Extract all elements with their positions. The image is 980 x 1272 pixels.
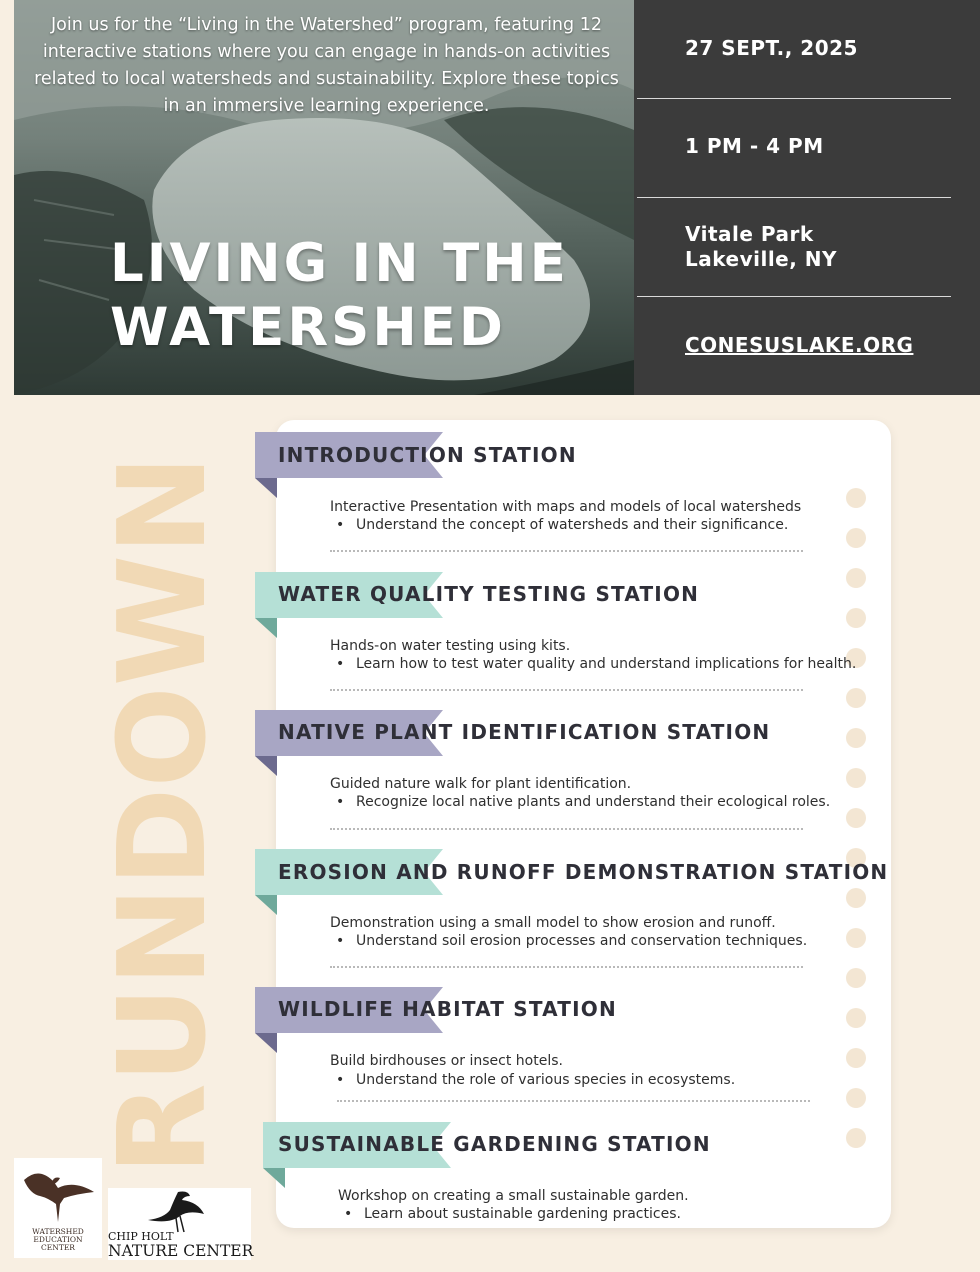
ribbon-fold — [255, 1033, 277, 1053]
watershed-logo-line-3: CENTER — [41, 1243, 75, 1252]
station-bullet: • Understand soil erosion processes and conservation techniques. — [336, 932, 807, 950]
title-line-1: LIVING IN THE — [110, 233, 569, 294]
title-line-2: WATERSHED — [110, 297, 506, 358]
ribbon-fold — [255, 618, 277, 638]
decorative-dot — [846, 688, 866, 708]
divider — [637, 98, 951, 99]
venue-line-1: Vitale Park — [685, 222, 814, 246]
dotted-separator — [330, 550, 803, 552]
chip-holt-logo-line-2: NATURE CENTER — [108, 1242, 254, 1260]
event-time: 1 PM - 4 PM — [685, 134, 824, 158]
watershed-education-center-logo — [14, 1158, 102, 1258]
station-bullet: • Understand the role of various species in ecosystems. — [336, 1071, 735, 1089]
station-title: INTRODUCTION STATION — [278, 443, 577, 467]
watershed-logo-line-2: EDUCATION — [33, 1235, 83, 1244]
decorative-dot — [846, 968, 866, 988]
venue-line-2: Lakeville, NY — [685, 247, 838, 271]
event-info-panel — [634, 0, 980, 395]
station-bullet: • Learn how to test water quality and understand implications for health. — [336, 655, 856, 673]
decorative-dot — [846, 1088, 866, 1108]
stations-card — [276, 420, 891, 1228]
dotted-separator — [337, 1100, 810, 1102]
decorative-dot — [846, 568, 866, 588]
divider — [637, 197, 951, 198]
station-title: WATER QUALITY TESTING STATION — [278, 582, 700, 606]
station-description: Build birdhouses or insect hotels. — [330, 1053, 563, 1069]
ribbon-fold — [263, 1168, 285, 1188]
decorative-dot — [846, 1048, 866, 1068]
decorative-dot — [846, 808, 866, 828]
website-link[interactable]: CONESUSLAKE.ORG — [685, 333, 914, 357]
ribbon-fold — [255, 478, 277, 498]
station-bullet: • Understand the concept of watersheds and their significance. — [336, 516, 788, 534]
station-description: Workshop on creating a small sustainable garden. — [338, 1188, 689, 1204]
heron-icon — [108, 1188, 251, 1232]
hero-banner — [14, 0, 634, 395]
page-title — [110, 232, 630, 360]
station-description: Guided nature walk for plant identification. — [330, 776, 632, 792]
station-title: NATIVE PLANT IDENTIFICATION STATION — [278, 720, 771, 744]
event-venue — [685, 222, 837, 272]
chip-holt-nature-center-logo — [108, 1188, 254, 1260]
station-bullet: • Recognize local native plants and understand their ecological roles. — [336, 793, 830, 811]
watershed-logo-line-1: WATERSHED — [32, 1227, 84, 1236]
station-title: EROSION AND RUNOFF DEMONSTRATION STATION — [278, 860, 889, 884]
ribbon-fold — [255, 895, 277, 915]
dotted-separator — [330, 689, 803, 691]
rundown-label — [94, 450, 233, 1180]
decorative-dot — [846, 888, 866, 908]
ribbon-fold — [255, 756, 277, 776]
divider — [637, 296, 951, 297]
decorative-dot — [846, 1128, 866, 1148]
station-description: Interactive Presentation with maps and models of local watersheds — [330, 499, 802, 515]
station-bullet: • Learn about sustainable gardening practices. — [344, 1205, 681, 1223]
rundown-text: RUNDOWN — [94, 450, 233, 1175]
station-title: WILDLIFE HABITAT STATION — [278, 997, 617, 1021]
event-date: 27 SEPT., 2025 — [685, 36, 858, 60]
decorative-dot — [846, 528, 866, 548]
dotted-separator — [330, 966, 803, 968]
decorative-dot — [846, 488, 866, 508]
decorative-dot — [846, 1008, 866, 1028]
decorative-dot — [846, 608, 866, 628]
decorative-dot — [846, 928, 866, 948]
station-description: Hands-on water testing using kits. — [330, 638, 571, 654]
watershed-logo-text — [14, 1228, 102, 1252]
chip-holt-logo-line-1: CHIP HOLT — [108, 1230, 174, 1243]
decorative-dot — [846, 768, 866, 788]
hero-intro-text: Join us for the “Living in the Watershed” program, featuring 12 interactive stations where you can engage in hands-on activities related to local watersheds and sustainability. Explore these topics in an immersive learning experience. — [34, 15, 619, 116]
station-description: Demonstration using a small model to show erosion and runoff. — [330, 915, 776, 931]
decorative-dot — [846, 728, 866, 748]
eagle-icon — [14, 1158, 102, 1228]
dotted-separator — [330, 828, 803, 830]
station-title: SUSTAINABLE GARDENING STATION — [278, 1132, 711, 1156]
